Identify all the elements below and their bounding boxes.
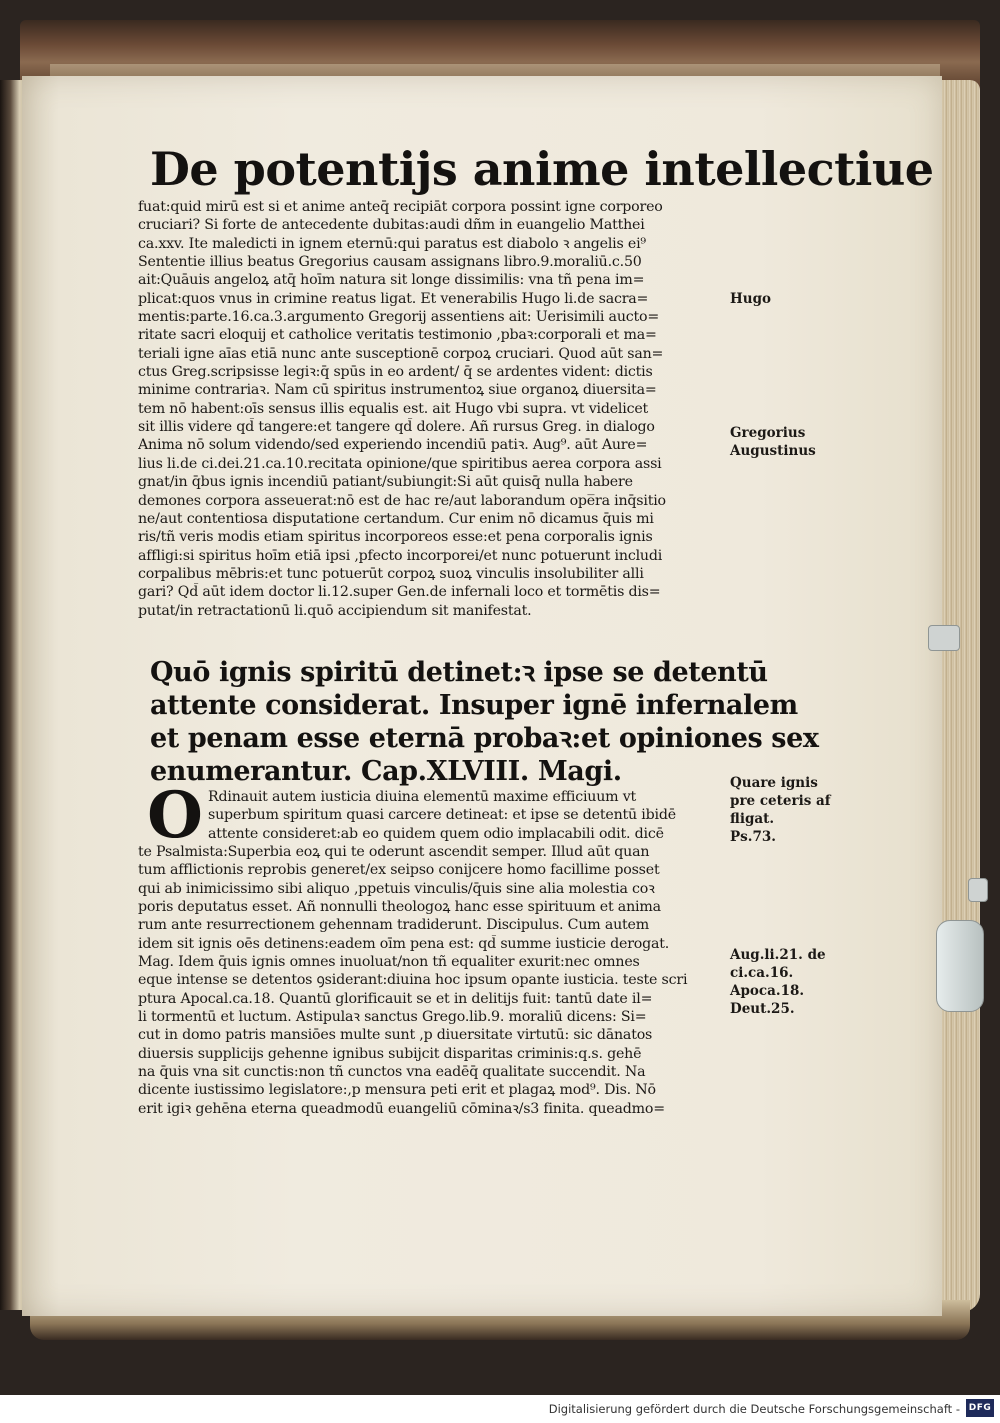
text-line: demones corpora asseuerat:nō est de hac re/aut laborandum ope̅ra inq̄sitio (138, 492, 666, 509)
text-line: cruciari? Si forte de antecedente dubitas:audi dñm in euangelio Matthei (138, 217, 645, 234)
decorated-initial: O (147, 778, 203, 853)
text-line: ris/tñ veris modis etiam spiritus incorporeos esse:et pena corporalis ignis (138, 529, 653, 546)
text-line: te Psalmista:Superbia eoꝝ qui te oderunt ascendit semper. Illud aūt quan (138, 844, 650, 860)
text-line: fuat:quid mirū est si et anime anteq̄ recipiāt corpora possint igne corporeo (138, 199, 663, 215)
page-heading: De potentijs anime intellectiue (150, 142, 934, 196)
text-line: plicat:quos vnus in crimine reatus ligat. Et venerabilis Hugo li.de sacra= (138, 290, 649, 307)
text-line: ait:Quāuis angeloꝝ atq̄ hoīm natura sit longe dissimilis: vna tñ pena im= (138, 272, 645, 289)
text-line: corpalibus mēbris:et tunc potuerūt corpoꝝ suoꝝ vinculis insolubiliter alli (138, 565, 644, 582)
body-text-block (138, 198, 726, 620)
text-line: ca.xxv. Ite maledicti in ignem eternū:qui paratus est diabolo ꝛ angelis ei⁹ (138, 235, 646, 252)
text-line: ritate sacri eloquij et catholice veritatis testimonio ,pbaꝛ:corporali et ma= (138, 327, 657, 344)
marginal-line: Aug.li.21. de (730, 947, 826, 963)
text-line: dicente iustissimo legislatore:,p mensura peti erit et plagaꝝ mod⁹. Dis. Nō (138, 1082, 656, 1099)
text-line: minime contrariaꝛ. Nam cū spiritus instrumentoꝝ siue organoꝝ diuersita= (138, 382, 657, 399)
page-fore-edge (938, 80, 980, 1312)
marginal-note (730, 290, 771, 308)
text-line: qui ab inimicissimo sibi aliquo ,ppetuis vinculis/q̄uis sine alia molestia coꝛ (138, 880, 655, 897)
text-line: Mag. Idem q̄uis ignis omnes inuoluat/non tñ equaliter exurit:nec omnes (138, 954, 640, 971)
text-line: poris deputatus esset. Añ nonnulli theologoꝝ hanc esse spirituum et anima (138, 899, 661, 916)
text-line: rum ante resurrectionem gehennam tradiderunt. Discipulus. Cum autem (138, 917, 649, 934)
text-line: tem nō habent:oīs sensus illis equalis est. ait Hugo vbi supra. vt videlicet (138, 400, 649, 417)
marginal-line: Augustinus (730, 443, 816, 459)
text-line: gnat/in q̄bus ignis incendiū patiant/subiungit:Si aūt quisq̄ nulla habere (138, 474, 633, 491)
marginal-note (730, 774, 831, 846)
page-clip (936, 920, 984, 1012)
marginal-line: pre ceteris af (730, 793, 831, 809)
text-line: gari? Qd̄ aūt idem doctor li.12.super Gen.de infernali loco et tormētis dis= (138, 584, 661, 601)
text-line: cut in domo patris mansiōes multe sunt ,p diuersitate virtutū: sic dānatos (138, 1027, 653, 1044)
marginal-note (730, 424, 816, 460)
chapter-heading-line: et penam esse eternā probaꝛ:et opiniones sex (150, 723, 819, 754)
text-line: teriali igne aīas etiā nunc ante susceptionē corpoꝝ cruciari. Quod aūt san= (138, 345, 664, 362)
marginal-note (730, 946, 826, 1018)
text-line: mentis:parte.16.ca.3.argumento Gregorij assentiens ait: Uerisimili aucto= (138, 309, 660, 326)
text-line: superbum spiritum quasi carcere detineat: et ipse se detentū ibidē (208, 807, 676, 824)
body-text-block (138, 843, 726, 1118)
text-line: li tormentū et luctum. Astipulaꝛ sanctus Grego.lib.9. moraliū dicens: Si= (138, 1009, 647, 1026)
marginal-line: Quare ignis (730, 775, 818, 791)
chapter-heading-line: Quō ignis spiritū detinet:ꝛ ipse se detentū (150, 657, 768, 688)
marginal-line: Deut.25. (730, 1001, 795, 1017)
text-line: ne/aut contentiosa disputatione certandum. Cur enim nō dicamus q̄uis mi (138, 510, 654, 527)
text-line: putat/in retractationū li.quō accipiendum sit manifestat. (138, 602, 532, 619)
marginal-line: fligat. (730, 811, 775, 827)
text-line: tum afflictionis reprobis generet/ex seipso conijcere homo facillime posset (138, 862, 660, 879)
text-line: attente consideret:ab eo quidem quem odio implacabili odit. dicē (208, 825, 664, 842)
text-line: sit illis videre qd̄ tangere:et tangere qd̄ dolere. Añ rursus Greg. in dialogo (138, 419, 655, 436)
text-line: Rdinauit autem iusticia diuina elementū maxime efficiuum vt (208, 789, 637, 805)
text-line: affligi:si spiritus hoīm etiā ipsi ,pfecto incorporei/et nunc potuerunt includi (138, 547, 663, 564)
marginal-line: Gregorius (730, 425, 806, 441)
text-line: ctus Greg.scripsisse legiꝛ:q̄ spūs in eo ardent/ q̄ se ardentes vident: dictis (138, 364, 653, 381)
funding-notice: Digitalisierung gefördert durch die Deutsche Forschungsgemeinschaft - (548, 1402, 960, 1416)
text-line: diuersis supplicijs gehenne ignibus subijcit disparitas criminis:q.s. gehē (138, 1045, 642, 1062)
text-line: idem sit ignis oēs detinens:eadem oīm pena est: qd̄ summe iusticie derogat. (138, 935, 670, 952)
text-line: Sententie illius beatus Gregorius causam assignans libro.9.moraliū.c.50 (138, 254, 642, 271)
marginal-line: Ps.73. (730, 829, 776, 845)
text-line: lius li.de ci.dei.21.ca.10.recitata opinione/que spiritibus aerea corpora assi (138, 455, 662, 472)
text-line: erit igiꝛ gehēna eterna queadmodū euangeliū cōminaꝛ/s3 finita. queadmo= (138, 1100, 665, 1117)
marginal-line: Apoca.18. (730, 983, 805, 999)
text-line: ptura Apocal.ca.18. Quantū glorificauit se et in delitijs fuit: tantū date il= (138, 990, 653, 1007)
dfg-logo: DFG (966, 1399, 994, 1417)
text-line: Anima nō solum videndo/sed experiendo incendiū patiꝛ. Aug⁹. aūt Aure= (138, 437, 648, 454)
chapter-heading-line: attente considerat. Insuper ignē infernalem (150, 690, 798, 721)
page-clip (928, 625, 960, 651)
marginal-line: Hugo (730, 291, 772, 307)
text-line: eque intense se detentos ꝯsiderant:diuina hoc ipsum opante iusticia. teste scri (138, 972, 688, 989)
body-text-block (208, 788, 728, 843)
marginal-line: ci.ca.16. (730, 965, 794, 981)
text-line: na q̄uis vna sit cunctis:non tñ cunctos vna eadēq̄ qualitate succendit. Na (138, 1064, 646, 1081)
page-clip (968, 878, 988, 902)
chapter-heading-line: enumerantur. Cap.XLVIII. Magi. (150, 756, 622, 787)
footer (0, 1395, 1000, 1423)
